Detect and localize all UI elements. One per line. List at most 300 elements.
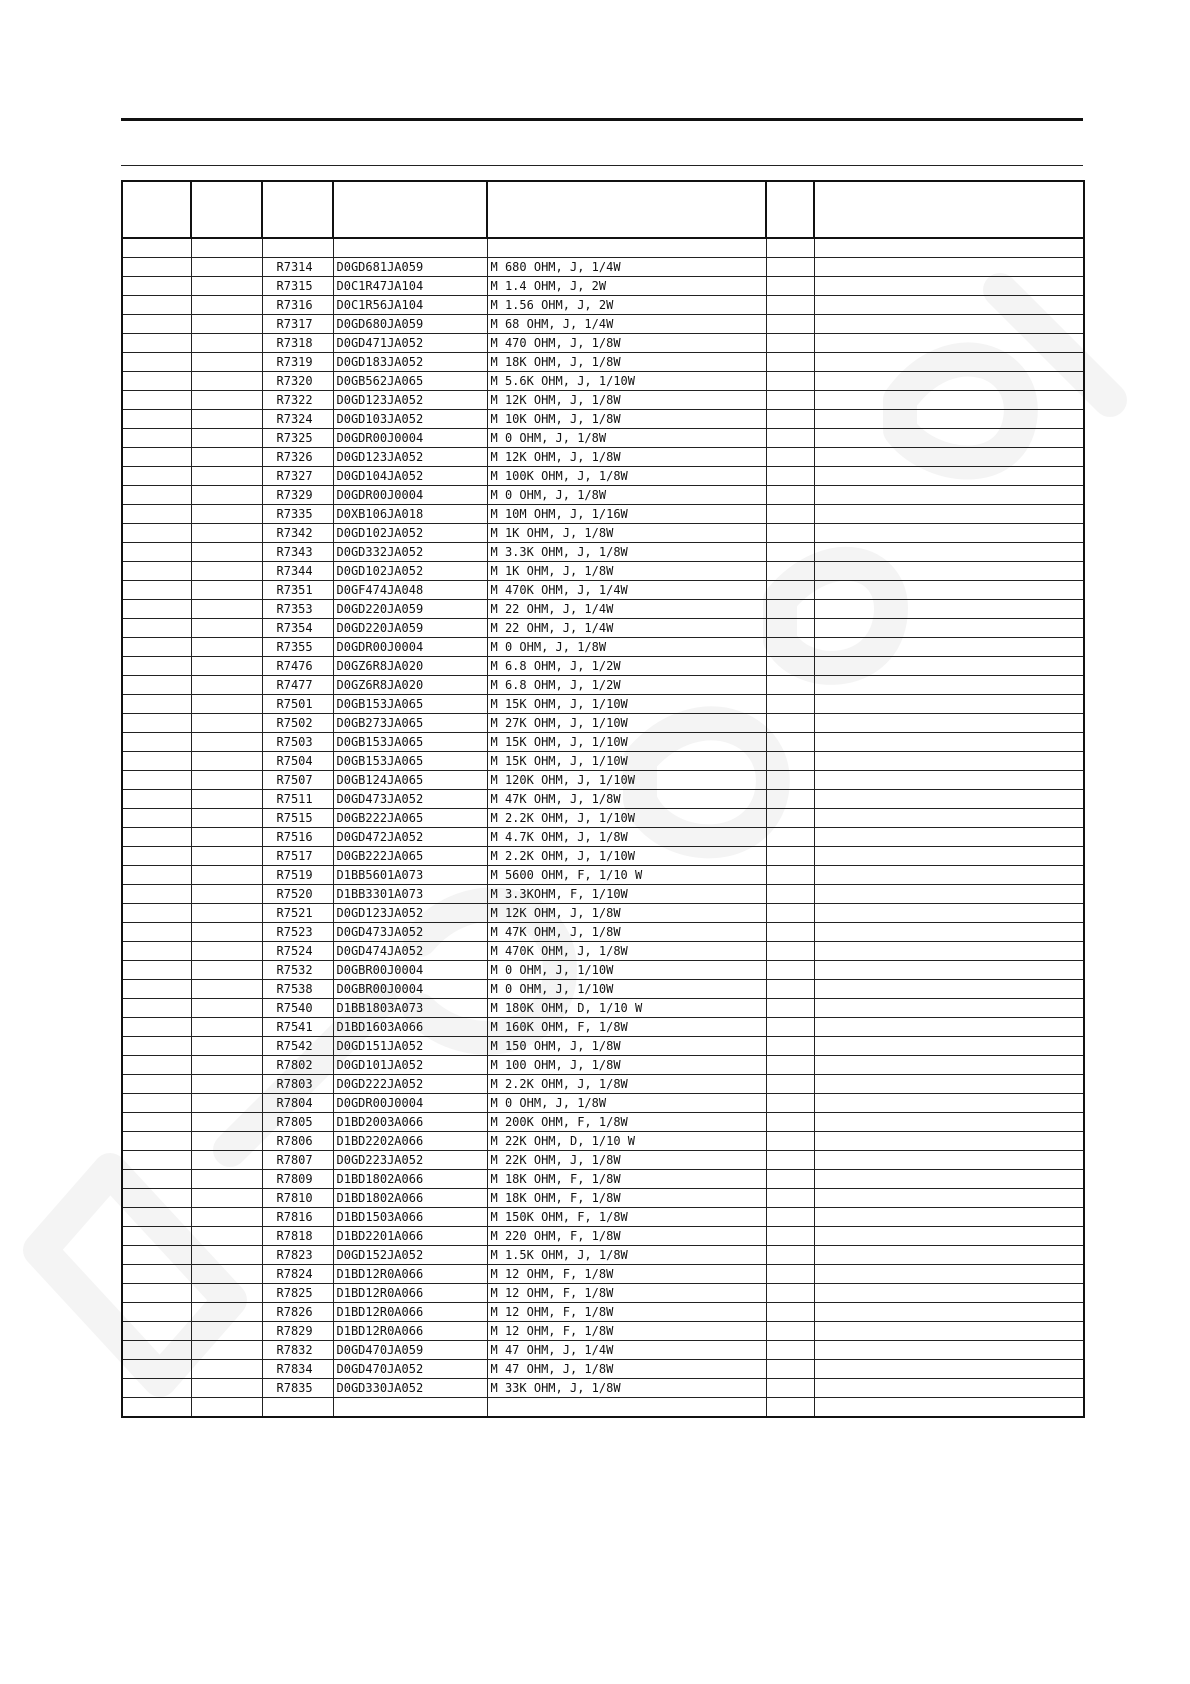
part-description: M 180K OHM, D, 1/10 W xyxy=(487,999,766,1018)
ref-no: R7316 xyxy=(262,296,333,315)
part-no: D0GDR00J0004 xyxy=(333,486,487,505)
cell-empty-1 xyxy=(122,1056,191,1075)
ref-no: R7476 xyxy=(262,657,333,676)
part-no: D0GB153JA065 xyxy=(333,752,487,771)
ref-no: R7329 xyxy=(262,486,333,505)
cell-empty-1 xyxy=(122,258,191,277)
cell-empty-2 xyxy=(191,1151,262,1170)
part-description: M 470K OHM, J, 1/4W xyxy=(487,581,766,600)
part-no: D0GD123JA052 xyxy=(333,448,487,467)
cell-empty-1 xyxy=(122,809,191,828)
cell-empty-1 xyxy=(122,410,191,429)
cell-empty-6 xyxy=(766,505,814,524)
cell-empty-2 xyxy=(191,1208,262,1227)
table-row xyxy=(122,448,1084,467)
cell-empty-7 xyxy=(814,524,1084,543)
cell-empty-1 xyxy=(122,1322,191,1341)
cell-empty-6 xyxy=(766,429,814,448)
cell-empty-6 xyxy=(766,980,814,999)
cell-empty-2 xyxy=(191,1265,262,1284)
ref-no: R7802 xyxy=(262,1056,333,1075)
cell-empty-2 xyxy=(191,619,262,638)
part-description: M 680 OHM, J, 1/4W xyxy=(487,258,766,277)
part-no: D0GZ6R8JA020 xyxy=(333,657,487,676)
cell-empty-7 xyxy=(814,1227,1084,1246)
cell-empty-6 xyxy=(766,258,814,277)
cell-empty-7 xyxy=(814,847,1084,866)
cell-empty-2 xyxy=(191,1056,262,1075)
cell-empty-2 xyxy=(191,1284,262,1303)
table-row xyxy=(122,1113,1084,1132)
ref-no: R7519 xyxy=(262,866,333,885)
cell-empty-2 xyxy=(191,277,262,296)
ref-no: R7351 xyxy=(262,581,333,600)
cell-empty-7 xyxy=(814,733,1084,752)
ref-no: R7515 xyxy=(262,809,333,828)
cell-empty-7 xyxy=(814,277,1084,296)
header-cell xyxy=(766,181,814,238)
ref-no: R7829 xyxy=(262,1322,333,1341)
ref-no: R7809 xyxy=(262,1170,333,1189)
ref-no: R7542 xyxy=(262,1037,333,1056)
part-description: M 1.56 OHM, J, 2W xyxy=(487,296,766,315)
cell-empty-6 xyxy=(766,1265,814,1284)
part-description: M 22 OHM, J, 1/4W xyxy=(487,619,766,638)
part-description: M 0 OHM, J, 1/10W xyxy=(487,980,766,999)
ref-no: R7319 xyxy=(262,353,333,372)
cell-empty-1 xyxy=(122,923,191,942)
part-no: D0GD474JA052 xyxy=(333,942,487,961)
cell-empty-7 xyxy=(814,353,1084,372)
ref-no: R7823 xyxy=(262,1246,333,1265)
part-no: D1BD1802A066 xyxy=(333,1170,487,1189)
ref-no: R7523 xyxy=(262,923,333,942)
cell-empty-7 xyxy=(814,904,1084,923)
cell-empty-2 xyxy=(191,524,262,543)
ref-no: R7504 xyxy=(262,752,333,771)
part-no: D1BB1803A073 xyxy=(333,999,487,1018)
part-description: M 15K OHM, J, 1/10W xyxy=(487,695,766,714)
cell-empty-6 xyxy=(766,1113,814,1132)
table-row xyxy=(122,277,1084,296)
cell-empty-1 xyxy=(122,277,191,296)
cell-empty-1 xyxy=(122,1284,191,1303)
cell-empty-7 xyxy=(814,391,1084,410)
cell-empty-2 xyxy=(191,1341,262,1360)
cell-empty-2 xyxy=(191,353,262,372)
ref-no: R7314 xyxy=(262,258,333,277)
ref-no: R7502 xyxy=(262,714,333,733)
part-no: D0GB273JA065 xyxy=(333,714,487,733)
part-description: M 200K OHM, F, 1/8W xyxy=(487,1113,766,1132)
cell-empty-7 xyxy=(814,1132,1084,1151)
ref-no: R7804 xyxy=(262,1094,333,1113)
cell-empty-6 xyxy=(766,600,814,619)
cell-empty-1 xyxy=(122,1265,191,1284)
cell-empty-6 xyxy=(766,524,814,543)
cell-empty-1 xyxy=(122,1189,191,1208)
part-no: D1BD1503A066 xyxy=(333,1208,487,1227)
cell-empty-1 xyxy=(122,562,191,581)
part-no: D0GD123JA052 xyxy=(333,904,487,923)
table-row xyxy=(122,505,1084,524)
cell-empty-2 xyxy=(191,1227,262,1246)
part-no: D0GBR00J0004 xyxy=(333,980,487,999)
cell-empty-7 xyxy=(814,258,1084,277)
part-no: D1BD2003A066 xyxy=(333,1113,487,1132)
header-rule-thin xyxy=(121,165,1083,166)
cell-empty-7 xyxy=(814,448,1084,467)
table-row xyxy=(122,353,1084,372)
cell-empty-2 xyxy=(191,505,262,524)
part-no: D0GD473JA052 xyxy=(333,790,487,809)
cell-empty-1 xyxy=(122,505,191,524)
cell-empty-7 xyxy=(814,695,1084,714)
cell-empty-1 xyxy=(122,695,191,714)
ref-no: R7326 xyxy=(262,448,333,467)
table-row xyxy=(122,1151,1084,1170)
cell-empty-2 xyxy=(191,733,262,752)
cell-empty-1 xyxy=(122,619,191,638)
part-no: D0GD220JA059 xyxy=(333,619,487,638)
table-row xyxy=(122,1094,1084,1113)
cell-empty-1 xyxy=(122,866,191,885)
cell-empty-2 xyxy=(191,771,262,790)
table-row xyxy=(122,809,1084,828)
blank-row xyxy=(122,238,1084,258)
ref-no: R7320 xyxy=(262,372,333,391)
ref-no: R7835 xyxy=(262,1379,333,1398)
part-description: M 10M OHM, J, 1/16W xyxy=(487,505,766,524)
cell-empty-6 xyxy=(766,1341,814,1360)
cell-empty-6 xyxy=(766,714,814,733)
ref-no: R7325 xyxy=(262,429,333,448)
cell-empty-2 xyxy=(191,809,262,828)
cell-empty-6 xyxy=(766,809,814,828)
cell-empty-1 xyxy=(122,790,191,809)
part-description: M 6.8 OHM, J, 1/2W xyxy=(487,676,766,695)
ref-no: R7501 xyxy=(262,695,333,714)
ref-no: R7317 xyxy=(262,315,333,334)
cell-empty-6 xyxy=(766,562,814,581)
cell-empty-7 xyxy=(814,1094,1084,1113)
cell-empty-7 xyxy=(814,581,1084,600)
table-row xyxy=(122,486,1084,505)
part-no: D0GZ6R8JA020 xyxy=(333,676,487,695)
part-description: M 22K OHM, D, 1/10 W xyxy=(487,1132,766,1151)
ref-no: R7538 xyxy=(262,980,333,999)
cell-empty-1 xyxy=(122,847,191,866)
ref-no: R7825 xyxy=(262,1284,333,1303)
table-row xyxy=(122,562,1084,581)
table-row xyxy=(122,410,1084,429)
cell-empty-1 xyxy=(122,1303,191,1322)
cell-empty-6 xyxy=(766,448,814,467)
part-no: D0GD103JA052 xyxy=(333,410,487,429)
cell-empty-2 xyxy=(191,296,262,315)
cell-empty-2 xyxy=(191,1075,262,1094)
cell-empty-6 xyxy=(766,1075,814,1094)
cell-empty-7 xyxy=(814,980,1084,999)
cell-empty-7 xyxy=(814,942,1084,961)
ref-no: R7342 xyxy=(262,524,333,543)
table-row xyxy=(122,828,1084,847)
cell-empty-2 xyxy=(191,1037,262,1056)
table-row xyxy=(122,942,1084,961)
ref-no: R7810 xyxy=(262,1189,333,1208)
part-no: D0GD680JA059 xyxy=(333,315,487,334)
part-no: D0GDR00J0004 xyxy=(333,638,487,657)
cell-empty-7 xyxy=(814,657,1084,676)
part-no: D0C1R47JA104 xyxy=(333,277,487,296)
part-description: M 68 OHM, J, 1/4W xyxy=(487,315,766,334)
table-row xyxy=(122,980,1084,999)
ref-no: R7507 xyxy=(262,771,333,790)
cell-empty-6 xyxy=(766,1018,814,1037)
ref-no: R7355 xyxy=(262,638,333,657)
cell-empty-2 xyxy=(191,1094,262,1113)
cell-empty-7 xyxy=(814,505,1084,524)
cell-empty-7 xyxy=(814,1265,1084,1284)
cell-empty-6 xyxy=(766,1151,814,1170)
part-no: D1BD12R0A066 xyxy=(333,1303,487,1322)
cell-empty-1 xyxy=(122,543,191,562)
part-description: M 470 OHM, J, 1/8W xyxy=(487,334,766,353)
cell-empty-7 xyxy=(814,714,1084,733)
table-row xyxy=(122,923,1084,942)
header-cell xyxy=(814,181,1084,238)
part-no: D1BD2201A066 xyxy=(333,1227,487,1246)
table-row xyxy=(122,543,1084,562)
cell-empty-7 xyxy=(814,467,1084,486)
header-cell xyxy=(487,181,766,238)
cell-empty-1 xyxy=(122,885,191,904)
cell-empty-2 xyxy=(191,486,262,505)
cell-empty-1 xyxy=(122,600,191,619)
table-row xyxy=(122,1322,1084,1341)
ref-no: R7818 xyxy=(262,1227,333,1246)
cell-empty-1 xyxy=(122,448,191,467)
table-row xyxy=(122,372,1084,391)
ref-no: R7516 xyxy=(262,828,333,847)
table-row xyxy=(122,1075,1084,1094)
cell-empty-7 xyxy=(814,1018,1084,1037)
table-row xyxy=(122,334,1084,353)
cell-empty-6 xyxy=(766,942,814,961)
header-row xyxy=(122,181,1084,238)
part-description: M 22K OHM, J, 1/8W xyxy=(487,1151,766,1170)
cell-empty-7 xyxy=(814,410,1084,429)
cell-empty-1 xyxy=(122,714,191,733)
cell-empty-7 xyxy=(814,866,1084,885)
part-description: M 3.3K OHM, J, 1/8W xyxy=(487,543,766,562)
cell-empty-2 xyxy=(191,1379,262,1398)
cell-empty-7 xyxy=(814,1208,1084,1227)
part-no: D0GD681JA059 xyxy=(333,258,487,277)
cell-empty-7 xyxy=(814,562,1084,581)
cell-empty-2 xyxy=(191,1018,262,1037)
header-cell xyxy=(122,181,191,238)
cell-empty-6 xyxy=(766,1322,814,1341)
cell-empty-1 xyxy=(122,961,191,980)
table-row xyxy=(122,714,1084,733)
cell-empty-6 xyxy=(766,1056,814,1075)
cell-empty-2 xyxy=(191,657,262,676)
cell-empty-1 xyxy=(122,1037,191,1056)
part-description: M 47 OHM, J, 1/4W xyxy=(487,1341,766,1360)
cell-empty-2 xyxy=(191,847,262,866)
part-description: M 27K OHM, J, 1/10W xyxy=(487,714,766,733)
ref-no: R7315 xyxy=(262,277,333,296)
part-description: M 22 OHM, J, 1/4W xyxy=(487,600,766,619)
cell-empty-2 xyxy=(191,429,262,448)
cell-empty-7 xyxy=(814,790,1084,809)
cell-empty-1 xyxy=(122,828,191,847)
cell-empty-2 xyxy=(191,391,262,410)
part-description: M 12 OHM, F, 1/8W xyxy=(487,1303,766,1322)
cell-empty-7 xyxy=(814,1189,1084,1208)
cell-empty-6 xyxy=(766,334,814,353)
cell-empty-2 xyxy=(191,885,262,904)
cell-empty-1 xyxy=(122,1208,191,1227)
table-body xyxy=(122,238,1084,1417)
cell-empty-6 xyxy=(766,1227,814,1246)
cell-empty-6 xyxy=(766,752,814,771)
cell-empty-7 xyxy=(814,1360,1084,1379)
part-no: D0GDR00J0004 xyxy=(333,1094,487,1113)
part-no: D0GD473JA052 xyxy=(333,923,487,942)
cell-empty-1 xyxy=(122,752,191,771)
cell-empty-7 xyxy=(814,885,1084,904)
part-description: M 150 OHM, J, 1/8W xyxy=(487,1037,766,1056)
cell-empty-2 xyxy=(191,1322,262,1341)
part-no: D0GB124JA065 xyxy=(333,771,487,790)
part-description: M 220 OHM, F, 1/8W xyxy=(487,1227,766,1246)
table-row xyxy=(122,1227,1084,1246)
part-no: D0GD102JA052 xyxy=(333,524,487,543)
table-row xyxy=(122,1037,1084,1056)
cell-empty-7 xyxy=(814,638,1084,657)
cell-empty-7 xyxy=(814,429,1084,448)
cell-empty-6 xyxy=(766,733,814,752)
cell-empty-7 xyxy=(814,752,1084,771)
cell-empty-6 xyxy=(766,1170,814,1189)
cell-empty-7 xyxy=(814,923,1084,942)
cell-empty-7 xyxy=(814,809,1084,828)
part-no: D0GB222JA065 xyxy=(333,847,487,866)
cell-empty-2 xyxy=(191,372,262,391)
cell-empty-6 xyxy=(766,486,814,505)
ref-no: R7824 xyxy=(262,1265,333,1284)
part-description: M 5.6K OHM, J, 1/10W xyxy=(487,372,766,391)
cell-empty-7 xyxy=(814,1341,1084,1360)
part-no: D0GB222JA065 xyxy=(333,809,487,828)
part-description: M 5600 OHM, F, 1/10 W xyxy=(487,866,766,885)
part-no: D0GD223JA052 xyxy=(333,1151,487,1170)
cell-empty-2 xyxy=(191,866,262,885)
cell-empty-6 xyxy=(766,372,814,391)
part-description: M 1K OHM, J, 1/8W xyxy=(487,562,766,581)
table-row xyxy=(122,258,1084,277)
table-row xyxy=(122,790,1084,809)
cell-empty-7 xyxy=(814,1379,1084,1398)
cell-empty-6 xyxy=(766,1246,814,1265)
part-no: D0GD102JA052 xyxy=(333,562,487,581)
table-row xyxy=(122,1303,1084,1322)
cell-empty-1 xyxy=(122,429,191,448)
table-header xyxy=(122,181,1084,238)
cell-empty-2 xyxy=(191,258,262,277)
table-row xyxy=(122,1360,1084,1379)
ref-no: R7520 xyxy=(262,885,333,904)
part-description: M 12 OHM, F, 1/8W xyxy=(487,1284,766,1303)
cell-empty-1 xyxy=(122,1379,191,1398)
cell-empty-1 xyxy=(122,391,191,410)
table-row xyxy=(122,866,1084,885)
cell-empty-1 xyxy=(122,353,191,372)
cell-empty-2 xyxy=(191,1132,262,1151)
cell-empty-2 xyxy=(191,904,262,923)
table-row xyxy=(122,638,1084,657)
cell-empty-6 xyxy=(766,1189,814,1208)
ref-no: R7826 xyxy=(262,1303,333,1322)
cell-empty-1 xyxy=(122,999,191,1018)
part-description: M 0 OHM, J, 1/8W xyxy=(487,486,766,505)
cell-empty-2 xyxy=(191,334,262,353)
ref-no: R7803 xyxy=(262,1075,333,1094)
cell-empty-6 xyxy=(766,961,814,980)
table-row xyxy=(122,1018,1084,1037)
table-row xyxy=(122,1208,1084,1227)
cell-empty-2 xyxy=(191,923,262,942)
table-row xyxy=(122,429,1084,448)
part-description: M 33K OHM, J, 1/8W xyxy=(487,1379,766,1398)
part-no: D0GD123JA052 xyxy=(333,391,487,410)
part-no: D0GD104JA052 xyxy=(333,467,487,486)
part-no: D1BD12R0A066 xyxy=(333,1284,487,1303)
cell-empty-6 xyxy=(766,1379,814,1398)
part-description: M 18K OHM, F, 1/8W xyxy=(487,1189,766,1208)
part-description: M 160K OHM, F, 1/8W xyxy=(487,1018,766,1037)
cell-empty-1 xyxy=(122,524,191,543)
cell-empty-6 xyxy=(766,1303,814,1322)
part-no: D0GD330JA052 xyxy=(333,1379,487,1398)
cell-empty-2 xyxy=(191,1303,262,1322)
part-no: D0GB153JA065 xyxy=(333,695,487,714)
ref-no: R7477 xyxy=(262,676,333,695)
ref-no: R7541 xyxy=(262,1018,333,1037)
table-row xyxy=(122,1189,1084,1208)
cell-empty-7 xyxy=(814,676,1084,695)
ref-no: R7318 xyxy=(262,334,333,353)
cell-empty-7 xyxy=(814,1170,1084,1189)
cell-empty-7 xyxy=(814,296,1084,315)
cell-empty-2 xyxy=(191,448,262,467)
cell-empty-1 xyxy=(122,296,191,315)
cell-empty-2 xyxy=(191,562,262,581)
cell-empty-7 xyxy=(814,1075,1084,1094)
cell-empty-7 xyxy=(814,1303,1084,1322)
cell-empty-2 xyxy=(191,1170,262,1189)
cell-empty-2 xyxy=(191,980,262,999)
table-row xyxy=(122,315,1084,334)
header-cell xyxy=(262,181,333,238)
table-row xyxy=(122,1265,1084,1284)
part-description: M 1K OHM, J, 1/8W xyxy=(487,524,766,543)
table-row xyxy=(122,296,1084,315)
ref-no: R7540 xyxy=(262,999,333,1018)
cell-empty-6 xyxy=(766,790,814,809)
